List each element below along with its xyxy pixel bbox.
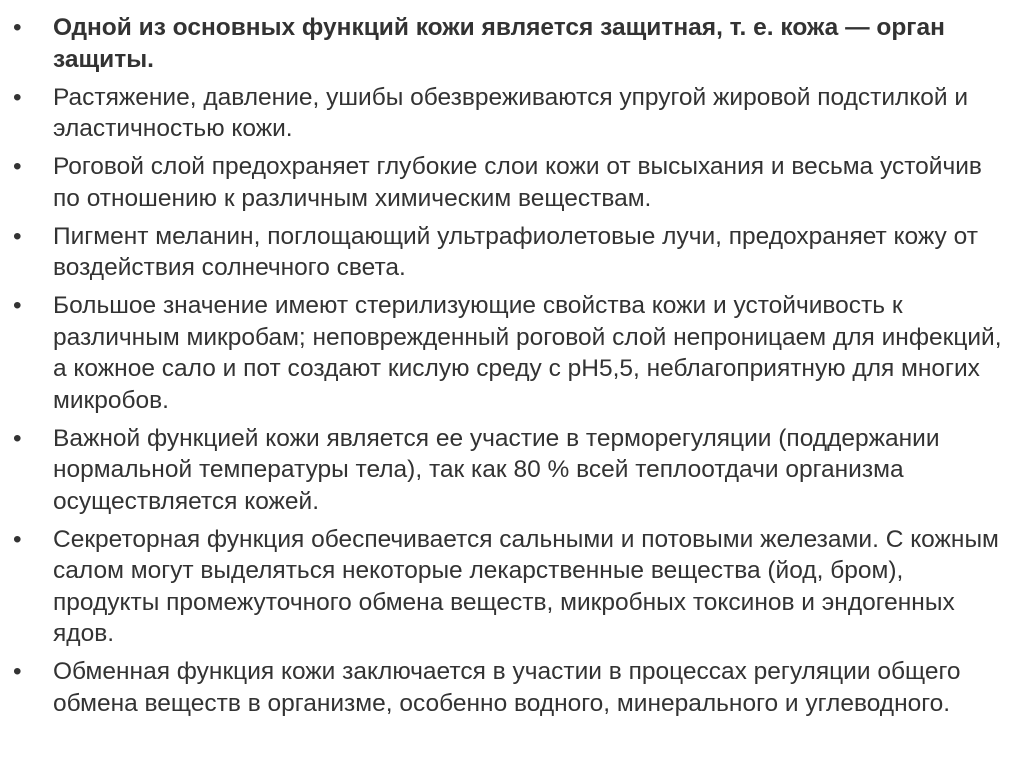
bullet-list [0, 12, 1024, 719]
bullet-text: Одной из основных функций кожи является защитная, т. е. кожа — орган защиты. [53, 14, 945, 73]
bullet-item-horny-layer [0, 151, 1024, 214]
bullet-dot-icon: • [13, 14, 22, 41]
bullet-text: Растяжение, давление, ушибы обезвреживаются упругой жировой подстилкой и эластичностью кожи. [53, 83, 969, 142]
slide [0, 12, 1024, 762]
bullet-item-protective-function [0, 12, 1024, 75]
bullet-text: Роговой слой предохраняет глубокие слои кожи от высыхания и весьма устойчив по отношению к различным химическим веществам. [53, 153, 982, 212]
bullet-dot-icon: • [13, 525, 22, 553]
bullet-dot-icon: • [13, 222, 22, 250]
bullet-item-thermoregulation [0, 423, 1024, 518]
bullet-text: Пигмент меланин, поглощающий ультрафиолетовые лучи, предохраняет кожу от воздействия солнечного света. [53, 222, 978, 281]
bullet-dot-icon: • [13, 83, 22, 111]
bullet-dot-icon: • [13, 658, 22, 685]
bullet-item-sterilizing [0, 290, 1024, 416]
bullet-text: Большое значение имеют стерилизующие свойства кожи и устойчивость к различным микробам; неповрежденный роговой слой непроницаем для инфекций, а кожное сало и пот создают кислую среду с рН5,5, неблагоприятную для многих микробов. [53, 292, 1002, 414]
bullet-text: Важной функцией кожи является ее участие в терморегуляции (поддержании нормальной температуры тела), так как 80 % всей теплоотдачи организма осуществляется кожей. [53, 424, 940, 515]
bullet-item-secretory [0, 524, 1024, 650]
bullet-dot-icon: • [13, 424, 22, 452]
bullet-text: Секреторная функция обеспечивается сальными и потовыми железами. С кожным салом могут выделяться некоторые лекарственные вещества (йод, бром), продукты промежуточного обмена веществ, микробных токсинов и эндогенных ядов. [53, 525, 999, 647]
bullet-text: Обменная функция кожи заключается в участии в процессах регуляции общего обмена веществ в организме, особенно водного, минерального и углеводного. [53, 658, 961, 717]
bullet-item-melanin [0, 221, 1024, 284]
bullet-dot-icon: • [13, 292, 22, 319]
bullet-item-metabolic [0, 656, 1024, 719]
bullet-dot-icon: • [13, 153, 22, 180]
bullet-item-stretching [0, 82, 1024, 145]
